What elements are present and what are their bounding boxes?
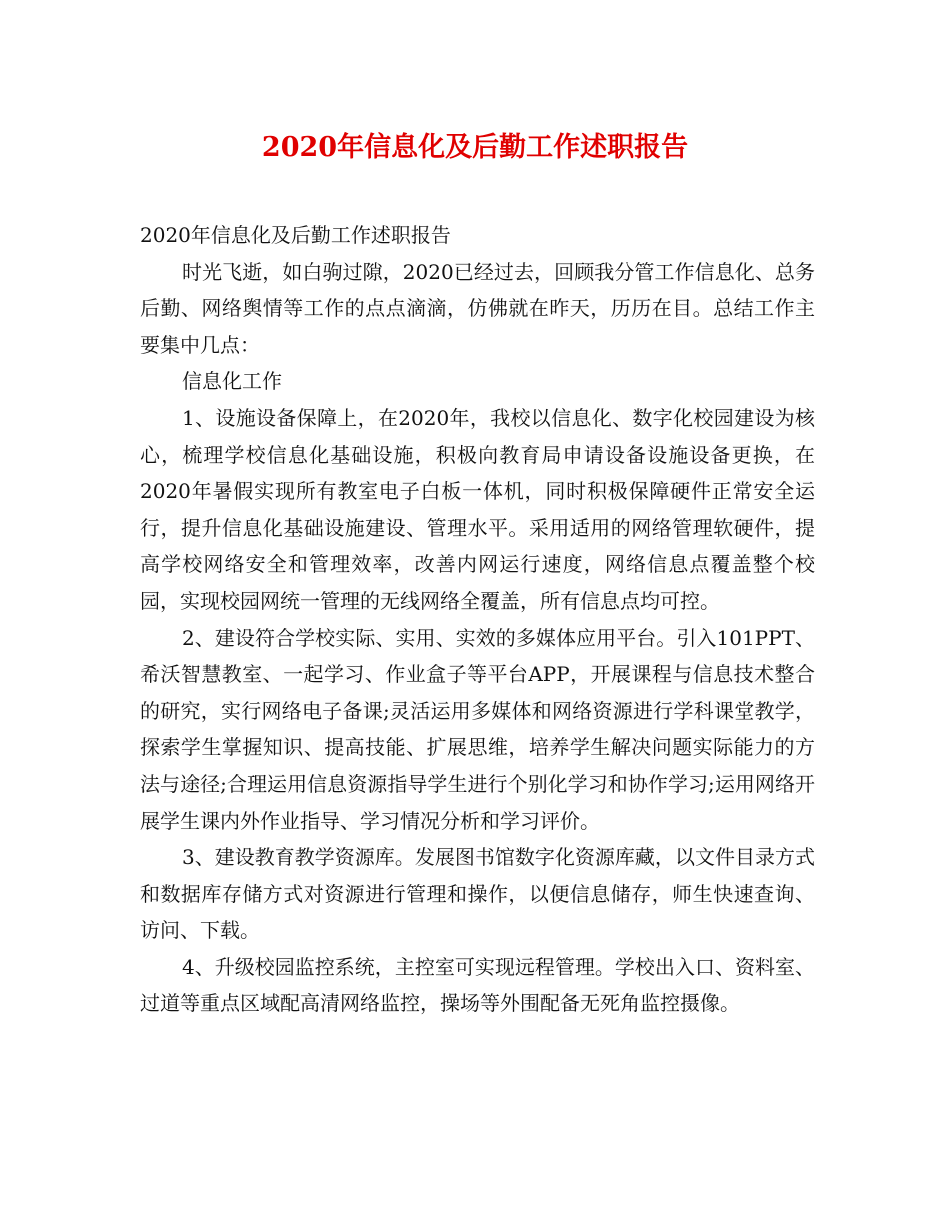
document-title: 2020年信息化及后勤工作述职报告 bbox=[261, 132, 689, 163]
paragraph-item-3: 3、建设教育教学资源库。发展图书馆数字化资源库藏，以文件目录方式和数据库存储方式对资源进行管理和操作，以便信息储存，师生快速查询、访问、下载。 bbox=[140, 845, 815, 943]
paragraph-item-2: 2、建设符合学校实际、实用、实效的多媒体应用平台。引入101PPT、希沃智慧教室、一起学习、作业盒子等平台APP，开展课程与信息技术整合的研究，实行网络电子备课;灵活运用多媒体和网络资源进行学科课堂教学，探索学生掌握知识、提高技能、扩展思维，培养学生解决问题实际能力的方法与途径;合理运用信息资源指导学生进行个别化学习和协作学习;运用网络开展学生课内外作业指导、学习情况分析和学习评价。 bbox=[140, 625, 815, 833]
document-subtitle: 2020年信息化及后勤工作述职报告 bbox=[140, 223, 451, 247]
paragraph-intro: 时光飞逝，如白驹过隙，2020已经过去，回顾我分管工作信息化、总务后勤、网络舆情等工作的点点滴滴，仿佛就在昨天，历历在目。总结工作主要集中几点： bbox=[140, 259, 815, 357]
paragraph-item-4: 4、升级校园监控系统，主控室可实现远程管理。学校出入口、资料室、过道等重点区域配高清网络监控，操场等外围配备无死角监控摄像。 bbox=[140, 954, 815, 1016]
paragraph-item-1: 1、设施设备保障上，在2020年，我校以信息化、数字化校园建设为核心，梳理学校信息化基础设施，积极向教育局申请设备设施设备更换，在2020年暑假实现所有教室电子白板一体机，同时积极保障硬件正常安全运行，提升信息化基础设施建设、管理水平。采用适用的网络管理软硬件，提高学校网络安全和管理效率，改善内网运行速度，网络信息点覆盖整个校园，实现校园网统一管理的无线网络全覆盖，所有信息点均可控。 bbox=[140, 405, 815, 613]
section-heading-informatization: 信息化工作 bbox=[182, 369, 282, 394]
document-body bbox=[140, 217, 815, 1022]
